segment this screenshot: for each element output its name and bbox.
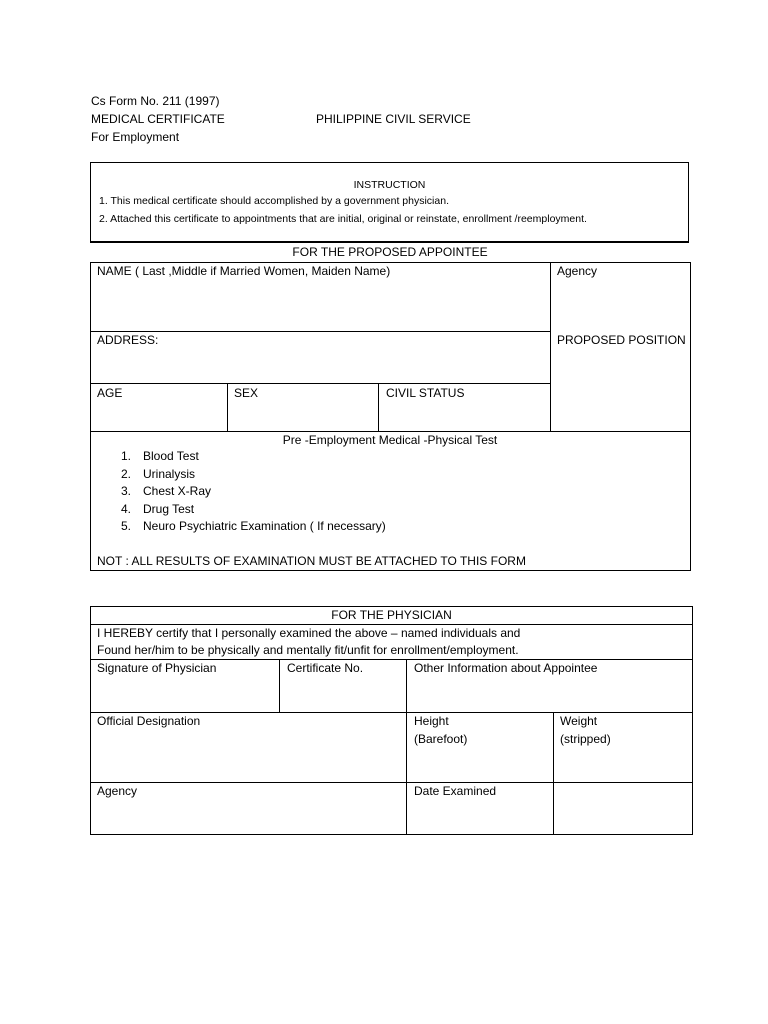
list-item-number: 5. [121,519,132,533]
list-item-number: 4. [121,501,132,516]
sex-field-label: SEX [234,386,259,400]
table-divider [90,782,693,783]
table-divider [378,383,379,431]
name-field-label: NAME ( Last ,Middle if Married Women, Maiden Name) [97,264,391,278]
purpose-label: For Employment [91,130,180,144]
weight-field-label: Weight [560,714,598,728]
table-divider [90,331,551,332]
instruction-item: 1. This medical certificate should accomplished by a government physician. [99,195,449,207]
table-divider [279,659,280,712]
height-field-sublabel: (Barefoot) [414,732,468,746]
tests-list [121,448,386,536]
certification-text: I HEREBY certify that I personally examined the above – named individuals and [97,626,521,640]
list-item [121,466,386,484]
civil-status-field-label: CIVIL STATUS [386,386,465,400]
certificate-title: MEDICAL CERTIFICATE [91,112,225,126]
results-note: NOT : ALL RESULTS OF EXAMINATION MUST BE ATTACHED TO THIS FORM [97,554,526,568]
appointee-heading: FOR THE PROPOSED APPOINTEE [292,245,488,259]
agency-title: PHILIPPINE CIVIL SERVICE [316,112,471,126]
physician-heading: FOR THE PHYSICIAN [331,608,452,622]
list-item-number: 3. [121,484,132,498]
signature-field-label: Signature of Physician [97,661,217,675]
table-divider [227,383,228,431]
other-info-label: Other Information about Appointee [414,661,598,675]
table-divider [553,712,554,835]
date-examined-label: Date Examined [414,784,497,798]
list-item [121,518,386,536]
certificate-number-label: Certificate No. [287,661,364,675]
list-item-label: Chest X-Ray [143,484,212,498]
tests-heading: Pre -Employment Medical -Physical Test [282,433,498,447]
list-item-number: 1. [121,449,132,463]
table-divider [406,659,407,835]
form-number: Cs Form No. 211 (1997) [91,94,220,108]
list-item-label: Neuro Psychiatric Examination ( If necessary) [143,519,386,533]
agency-field-label: Agency [557,264,598,278]
table-divider [550,262,551,432]
height-field-label: Height [414,714,449,728]
physician-agency-label: Agency [97,784,138,798]
designation-field-label: Official Designation [97,714,201,728]
list-item-label: Urinalysis [143,466,196,481]
list-item-label: Blood Test [143,449,199,463]
list-item [121,483,386,501]
list-item-label: Drug Test [143,501,195,516]
list-item [121,448,386,466]
instruction-title: INSTRUCTION [353,179,426,191]
age-field-label: AGE [97,386,123,400]
list-item [121,501,386,519]
address-field-label: ADDRESS: [97,333,159,347]
instruction-item: 2. Attached this certificate to appointments that are initial, original or reinstate, enrollment /reemployment. [99,213,587,225]
position-field-label: PROPOSED POSITION [557,333,686,347]
list-item-number: 2. [121,466,132,481]
table-divider [90,383,551,384]
weight-field-sublabel: (stripped) [560,732,611,746]
certification-text: Found her/him to be physically and mentally fit/unfit for enrollment/employment. [97,643,519,657]
